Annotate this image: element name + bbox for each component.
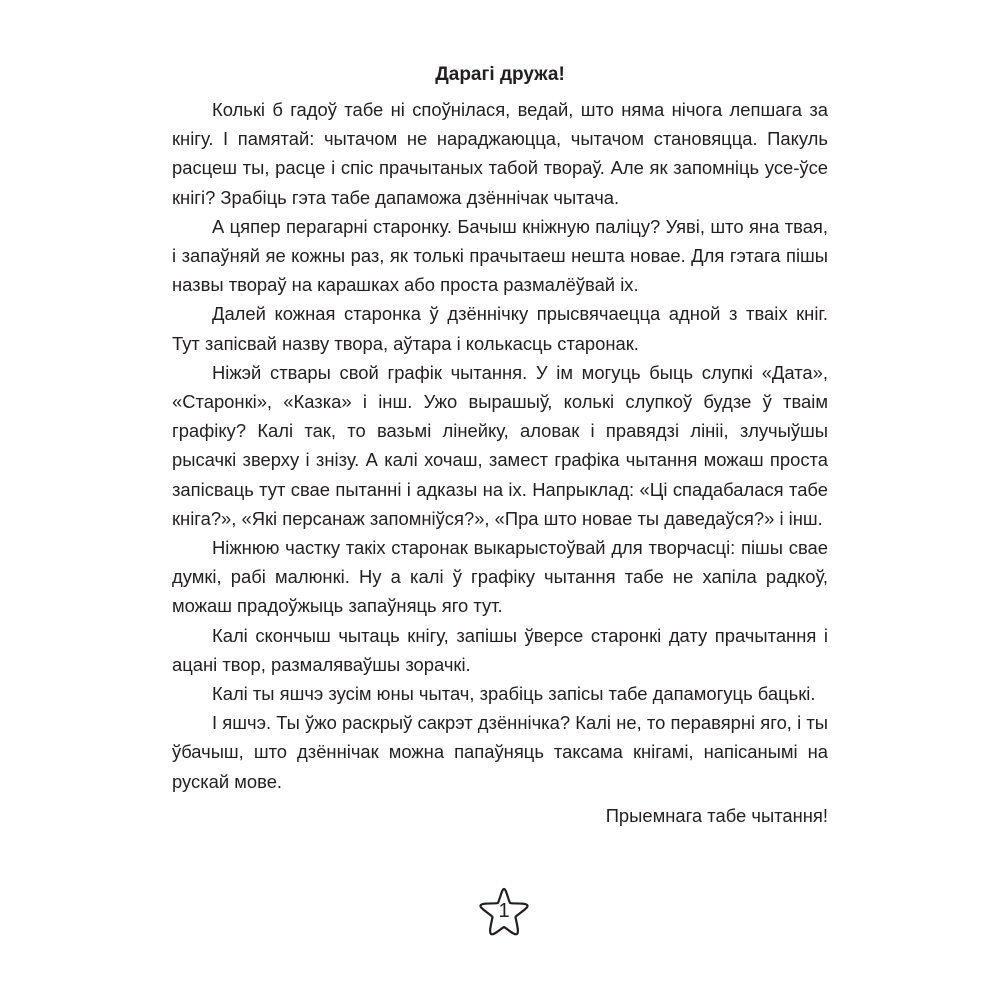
page-number-badge [477,886,531,938]
paragraph-finish-book: Калі скончыш чытаць кнігу, запішы ўверсе старонкі дату прачытання і ацані твор, размаляваўшы зорачкі. [172,624,828,675]
paragraph-bookshelf: А цяпер перагарні старонку. Бачыш кніжную паліцу? Уяві, што яна твая, і запаўняй яе кожны раз, як толькі прачытаеш нешта новае. Для гэтага пішы назвы твораў на карашках або проста размалёўвай іх. [172,215,828,296]
paragraph-parents: Калі ты яшчэ зусім юны чытач, зрабіць запісы табе дапамогуць бацькі. [212,683,816,705]
paragraph-pages: Далей кожная старонка ў дзённічку прысвячаецца адной з тваіх кніг. Тут запісвай назву твора, аўтара і колькасць старонак. [172,303,828,354]
paragraph-intro: Колькі б гадоў табе ні споўнілася, ведай, што няма нічога лепшага за кнігу. І памятай: чытачом не нараджаюцца, чытачом становяцца. Пакуль расцеш ты, расце і спіс прачытаных табой твораў. Але як запомніць усе-ўсе кнігі? Зрабіць гэта табе дапаможа дзённічак чытача. [172,99,828,208]
paragraph-reading-chart: Ніжэй ствары свой графік чытання. У ім могуць быць слупкі «Дата», «Старонкі», «Казка» і інш. Ужо вырашыў, колькі слупкоў будзе ў тваім графіку? Калі так, то вазьмі лінейку, аловак і правядзі лініі, злучыўшы рысачкі зверху і знізу. А калі хочаш, замест графіка чытання можаш проста запісваць тут свае пытанні і адказы на іх. Напрыклад: «Ці спадабалася табе кніга?», «Які персанаж запомніўся?», «Пра што новае ты даведаўся?» і інш. [172,361,828,529]
signoff-text: Прыемнага табе чытання! [605,804,828,826]
document-body [172,60,828,830]
paragraph-secret: І яшчэ. Ты ўжо раскрыў сакрэт дзённічка? Калі не, то перавярні яго, і ты ўбачыш, што дзённічак можна папаўняць таксама кнігамі, напісанымі на рускай мове. [172,712,828,792]
paragraph-creativity: Ніжнюю частку такіх старонак выкарыстоўвай для творчасці: пішы свае думкі, рабі малюнкі. Ну а калі ў графіку чытання табе не хапіла радкоў, можаш прадоўжыць запаўняць яго тут. [172,537,828,617]
page-title: Дарагі дружа! [435,64,565,85]
page-number: 1 [498,900,510,922]
